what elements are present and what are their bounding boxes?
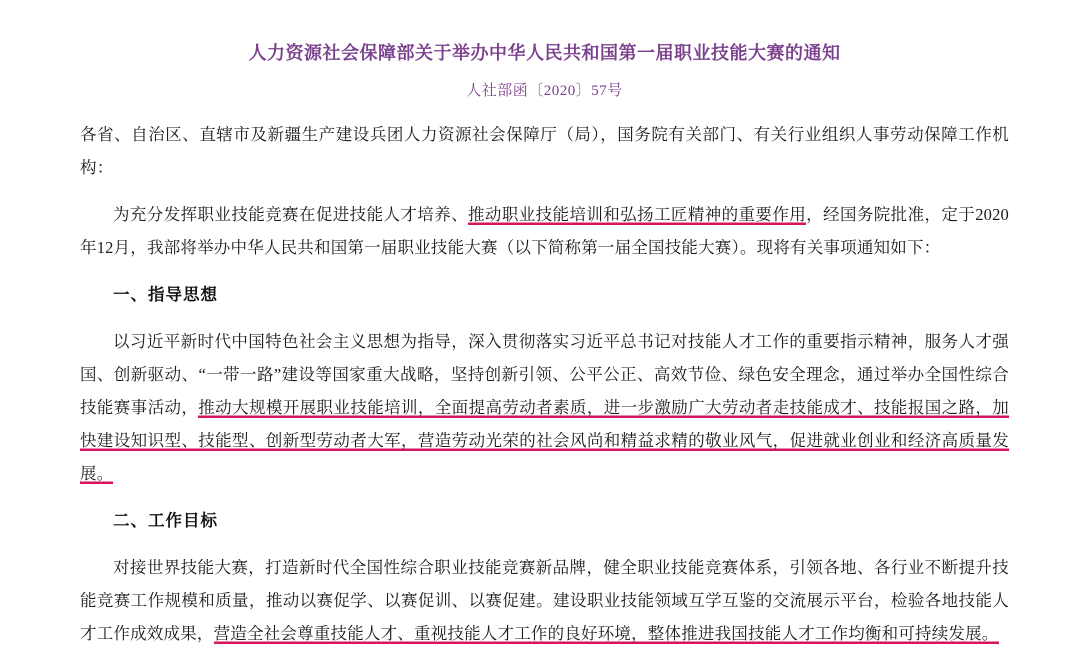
intro-segment-3: ，经国务院批准，定于2020年12月，我部将举办中华人民共和国第一届职业技能大赛（以下简称第一届全国技能大赛）。现将有关事项通知如下： (80, 205, 1010, 257)
addressee-paragraph: 各省、自治区、直辖市及新疆生产建设兵团人力资源社会保障厅（局），国务院有关部门、有关行业组织人事劳动保障工作机构： (80, 125, 1009, 177)
section-2-paragraph (80, 551, 1009, 650)
intro-paragraph (80, 198, 1009, 264)
intro-segment-2-highlight: 推动职业技能培训和弘扬工匠精神的重要作用 (468, 205, 807, 224)
section-1-segment-2-highlight: 推动大规模开展职业技能培训，全面提高劳动者素质，进一步激励广大劳动者走技能成才、技能报国之路，加快建设知识型、技能型、创新型劳动者大军，营造劳动光荣的社会风尚和精益求精的敬业风气，促进就业创业和经济高质量发展。 (80, 398, 1009, 483)
section-1-paragraph (80, 325, 1009, 490)
section-2-segment-1: 对接世界技能大赛，打造新时代全国性综合职业技能竞赛新品牌，健全职业技能竞赛体系，引领各地、各行业不断提升技能竞赛工作规模和质量，推动以赛促学、以赛促训、以赛促建。建设职业技能领域互学互鉴的交流展示平台，检验各地技能人才工作成效成果， (80, 558, 1009, 643)
document-number: 人社部函〔2020〕57号 (466, 83, 623, 99)
page-title: 人力资源社会保障部关于举办中华人民共和国第一届职业技能大赛的通知 (248, 43, 841, 63)
section-1-segment-1: 以习近平新时代中国特色社会主义思想为指导，深入贯彻落实习近平总书记对技能人才工作的重要指示精神，服务人才强国、创新驱动、“一带一路”建设等国家重大战略，坚持创新引领、公平公正、高效节俭、绿色安全理念，通过举办全国性综合技能赛事活动， (80, 332, 1009, 417)
section-2-segment-2-highlight: 营造全社会尊重技能人才、重视技能人才工作的良好环境，整体推进我国技能人才工作均衡和可持续发展。 (213, 624, 999, 643)
section-heading-2: 二、工作目标 (113, 511, 218, 530)
intro-segment-1: 为充分发挥职业技能竞赛在促进技能人才培养、 (113, 205, 469, 224)
section-heading-1: 一、指导思想 (113, 285, 218, 304)
